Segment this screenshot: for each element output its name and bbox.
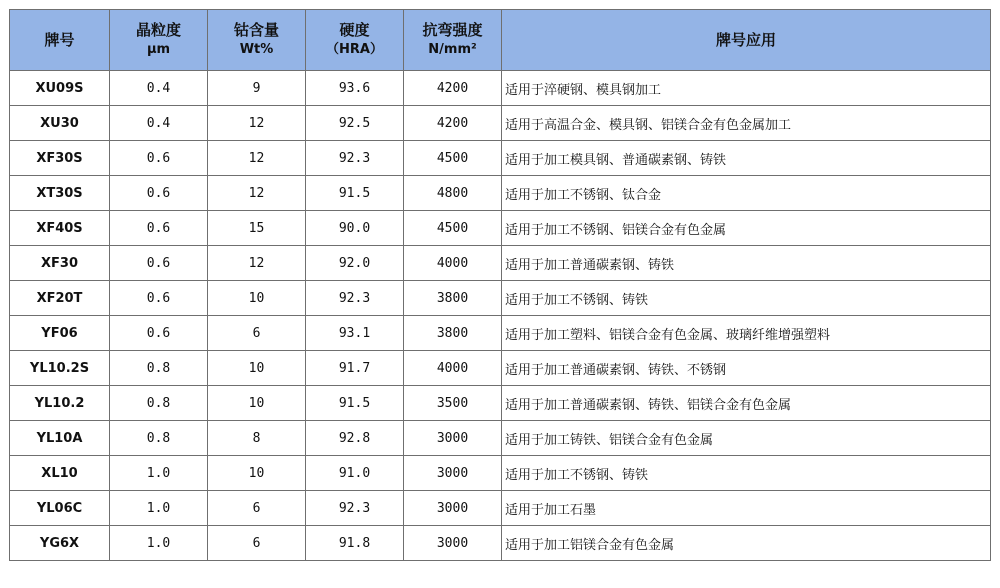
table-row (10, 71, 991, 106)
cell-hardness: 90.0 (306, 211, 404, 246)
cell-application: 适用于加工石墨 (502, 491, 991, 526)
cell-bending-strength: 4200 (404, 106, 502, 141)
cell-grain-size: 0.6 (110, 141, 208, 176)
cell-bending-strength: 3800 (404, 316, 502, 351)
cell-grade: YL10.2 (10, 386, 110, 421)
cell-application: 适用于加工不锈钢、铸铁 (502, 456, 991, 491)
table-row (10, 246, 991, 281)
cell-grain-size: 0.4 (110, 106, 208, 141)
cell-application: 适用于淬硬钢、模具钢加工 (502, 71, 991, 106)
cell-cobalt-content: 12 (208, 246, 306, 281)
cell-bending-strength: 3500 (404, 386, 502, 421)
table-header-row (10, 10, 991, 71)
table-row (10, 281, 991, 316)
header-bending-strength-label: 抗弯强度 (422, 21, 483, 39)
header-grain-size (110, 10, 208, 71)
cell-cobalt-content: 8 (208, 421, 306, 456)
cell-hardness: 91.5 (306, 386, 404, 421)
header-grade (10, 10, 110, 71)
header-bending-strength-unit: N/mm² (428, 42, 477, 57)
carbide-grade-table (9, 9, 991, 561)
cell-hardness: 91.8 (306, 526, 404, 561)
header-application-label: 牌号应用 (715, 31, 776, 49)
cell-bending-strength: 3800 (404, 281, 502, 316)
cell-hardness: 92.0 (306, 246, 404, 281)
header-grain-size-unit: μm (146, 42, 171, 57)
cell-grade: YF06 (10, 316, 110, 351)
cell-hardness: 92.3 (306, 141, 404, 176)
cell-grade: XF30S (10, 141, 110, 176)
cell-grain-size: 0.6 (110, 316, 208, 351)
cell-cobalt-content: 9 (208, 71, 306, 106)
cell-grain-size: 0.4 (110, 71, 208, 106)
cell-cobalt-content: 6 (208, 491, 306, 526)
cell-grade: XF20T (10, 281, 110, 316)
cell-application: 适用于加工普通碳素钢、铸铁 (502, 246, 991, 281)
cell-bending-strength: 4500 (404, 141, 502, 176)
cell-hardness: 92.5 (306, 106, 404, 141)
cell-grain-size: 0.6 (110, 246, 208, 281)
cell-grade: YL10A (10, 421, 110, 456)
table-row (10, 456, 991, 491)
cell-grain-size: 1.0 (110, 456, 208, 491)
header-grade-label: 牌号 (44, 31, 75, 49)
cell-grain-size: 1.0 (110, 491, 208, 526)
cell-application: 适用于加工普通碳素钢、铸铁、铝镁合金有色金属 (502, 386, 991, 421)
header-cobalt-content (208, 10, 306, 71)
cell-grain-size: 0.6 (110, 176, 208, 211)
cell-application: 适用于加工不锈钢、铝镁合金有色金属 (502, 211, 991, 246)
cell-grain-size: 0.6 (110, 211, 208, 246)
table-row (10, 141, 991, 176)
cell-grain-size: 0.8 (110, 421, 208, 456)
table-row (10, 316, 991, 351)
cell-application: 适用于加工普通碳素钢、铸铁、不锈钢 (502, 351, 991, 386)
header-grain-size-label: 晶粒度 (135, 21, 181, 39)
cell-application: 适用于高温合金、模具钢、铝镁合金有色金属加工 (502, 106, 991, 141)
cell-cobalt-content: 6 (208, 526, 306, 561)
table-body (10, 71, 991, 561)
cell-hardness: 91.0 (306, 456, 404, 491)
cell-grade: YL10.2S (10, 351, 110, 386)
cell-application: 适用于加工不锈钢、钛合金 (502, 176, 991, 211)
cell-grade: XT30S (10, 176, 110, 211)
cell-cobalt-content: 10 (208, 386, 306, 421)
header-hardness (306, 10, 404, 71)
cell-hardness: 93.6 (306, 71, 404, 106)
cell-hardness: 93.1 (306, 316, 404, 351)
cell-cobalt-content: 6 (208, 316, 306, 351)
cell-hardness: 91.5 (306, 176, 404, 211)
cell-application: 适用于加工铸铁、铝镁合金有色金属 (502, 421, 991, 456)
cell-application: 适用于加工铝镁合金有色金属 (502, 526, 991, 561)
cell-application: 适用于加工不锈钢、铸铁 (502, 281, 991, 316)
table-row (10, 106, 991, 141)
cell-cobalt-content: 12 (208, 141, 306, 176)
grade-table-frame (9, 9, 990, 579)
table-row (10, 211, 991, 246)
cell-cobalt-content: 12 (208, 106, 306, 141)
cell-bending-strength: 3000 (404, 526, 502, 561)
table-row (10, 176, 991, 211)
cell-cobalt-content: 10 (208, 456, 306, 491)
cell-cobalt-content: 10 (208, 351, 306, 386)
cell-hardness: 92.8 (306, 421, 404, 456)
header-hardness-label: 硬度 (339, 21, 370, 39)
cell-cobalt-content: 12 (208, 176, 306, 211)
cell-hardness: 92.3 (306, 491, 404, 526)
cell-grade: XF30 (10, 246, 110, 281)
table-row (10, 386, 991, 421)
cell-hardness: 92.3 (306, 281, 404, 316)
cell-grain-size: 0.8 (110, 386, 208, 421)
cell-cobalt-content: 15 (208, 211, 306, 246)
cell-grade: XF40S (10, 211, 110, 246)
cell-bending-strength: 3000 (404, 491, 502, 526)
cell-application: 适用于加工模具钢、普通碳素钢、铸铁 (502, 141, 991, 176)
header-application (502, 10, 991, 71)
cell-grade: XU30 (10, 106, 110, 141)
cell-grade: XL10 (10, 456, 110, 491)
cell-bending-strength: 3000 (404, 456, 502, 491)
table-row (10, 526, 991, 561)
cell-cobalt-content: 10 (208, 281, 306, 316)
table-row (10, 351, 991, 386)
table-row (10, 421, 991, 456)
header-cobalt-content-unit: Wt% (239, 42, 274, 57)
cell-bending-strength: 4800 (404, 176, 502, 211)
header-hardness-unit: （HRA） (326, 42, 383, 57)
cell-bending-strength: 4200 (404, 71, 502, 106)
cell-grain-size: 0.8 (110, 351, 208, 386)
table-row (10, 491, 991, 526)
cell-grade: YL06C (10, 491, 110, 526)
header-cobalt-content-label: 钴含量 (233, 21, 279, 39)
cell-application: 适用于加工塑料、铝镁合金有色金属、玻璃纤维增强塑料 (502, 316, 991, 351)
cell-bending-strength: 4000 (404, 351, 502, 386)
header-bending-strength (404, 10, 502, 71)
cell-hardness: 91.7 (306, 351, 404, 386)
cell-grain-size: 1.0 (110, 526, 208, 561)
cell-grade: XU09S (10, 71, 110, 106)
cell-bending-strength: 4000 (404, 246, 502, 281)
cell-bending-strength: 4500 (404, 211, 502, 246)
cell-bending-strength: 3000 (404, 421, 502, 456)
cell-grade: YG6X (10, 526, 110, 561)
cell-grain-size: 0.6 (110, 281, 208, 316)
